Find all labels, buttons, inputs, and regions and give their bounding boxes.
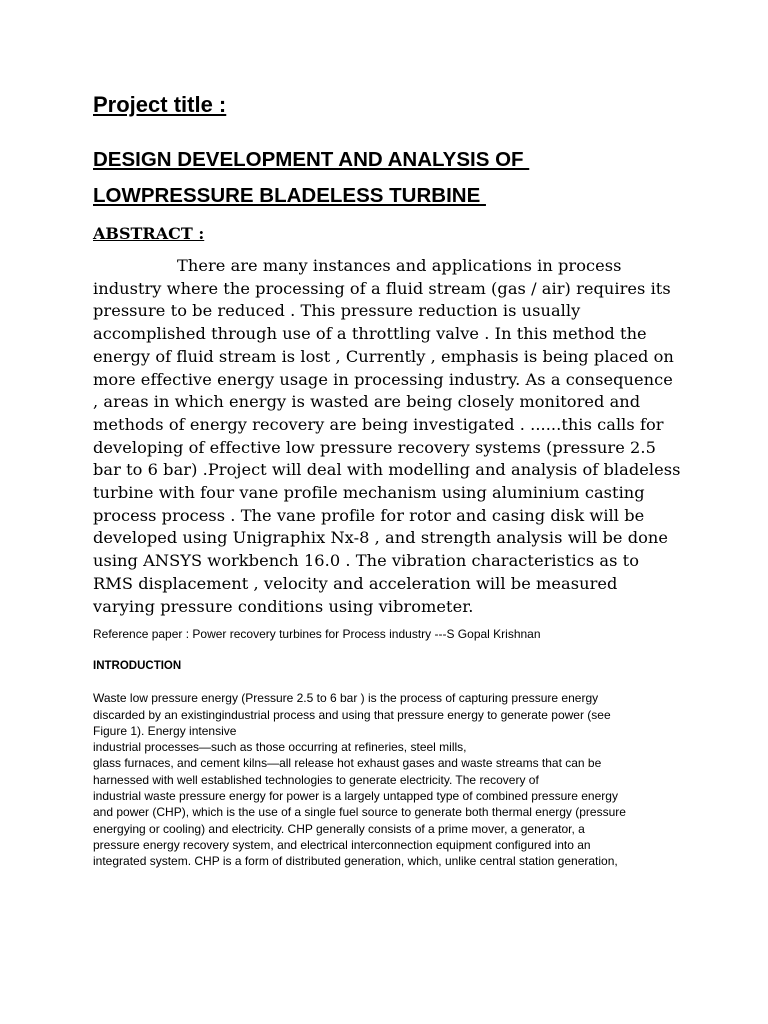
- intro-line: energying or cooling) and electricity. CHP generally consists of a prime mover, a generator, a: [93, 821, 585, 836]
- abstract-paragraph: There are many instances and applications in process industry where the processing of a fluid stream (gas / air) requires its pressure to be reduced . This pressure reduction is usually accomplished through use of a throttling valve . In this method the energy of fluid stream is lost , Currently , emphasis is being placed on more effective energy usage in processing industry. As a consequence , areas in which energy is wasted are being closely monitored and methods of energy recovery are being investigated . ......this calls for developing of effective low pressure recovery systems (pressure 2.5 bar to 6 bar) .Project will deal with modelling and analysis of bladeless turbine with four vane profile mechanism using aluminium casting process process . The vane profile for rotor and casing disk will be developed using Unigraphix Nx-8 , and strength analysis will be done using ANSYS workbench 16.0 . The vibration characteristics as to RMS displacement , velocity and acceleration will be measured varying pressure conditions using vibrometer.: [93, 256, 681, 616]
- project-title-line: DESIGN DEVELOPMENT AND ANALYSIS OF: [93, 148, 530, 171]
- project-title-line: LOWPRESSURE BLADELESS TURBINE: [93, 184, 486, 207]
- document-page: [93, 88, 683, 870]
- intro-line: Figure 1). Energy intensive: [93, 723, 237, 738]
- introduction-heading: INTRODUCTION: [93, 660, 182, 673]
- intro-line: integrated system. CHP is a form of distributed generation, which, unlike central station generation,: [93, 854, 618, 869]
- intro-line: glass furnaces, and cement kilns—all release hot exhaust gases and waste streams that can be: [93, 756, 602, 771]
- introduction-paragraph: [93, 690, 683, 869]
- abstract-heading: ABSTRACT :: [93, 224, 205, 243]
- intro-line: discarded by an existingindustrial process and using that pressure energy to generate power (see: [93, 707, 611, 722]
- intro-line: pressure energy recovery system, and electrical interconnection equipment configured into an: [93, 837, 591, 852]
- project-title: [93, 142, 683, 214]
- intro-line: industrial processes—such as those occurring at refineries, steel mills,: [93, 740, 467, 755]
- intro-line: and power (CHP), which is the use of a single fuel source to generate both thermal energy (pressure: [93, 805, 626, 820]
- reference-line: Reference paper : Power recovery turbines for Process industry ---S Gopal Krishnan: [93, 627, 541, 642]
- intro-line: harnessed with well established technologies to generate electricity. The recovery of: [93, 772, 539, 787]
- intro-line: industrial waste pressure energy for power is a largely untapped type of combined pressure energy: [93, 789, 618, 804]
- intro-line: Waste low pressure energy (Pressure 2.5 to 6 bar ) is the process of capturing pressure energy: [93, 691, 599, 706]
- project-title-label: Project title :: [93, 92, 227, 117]
